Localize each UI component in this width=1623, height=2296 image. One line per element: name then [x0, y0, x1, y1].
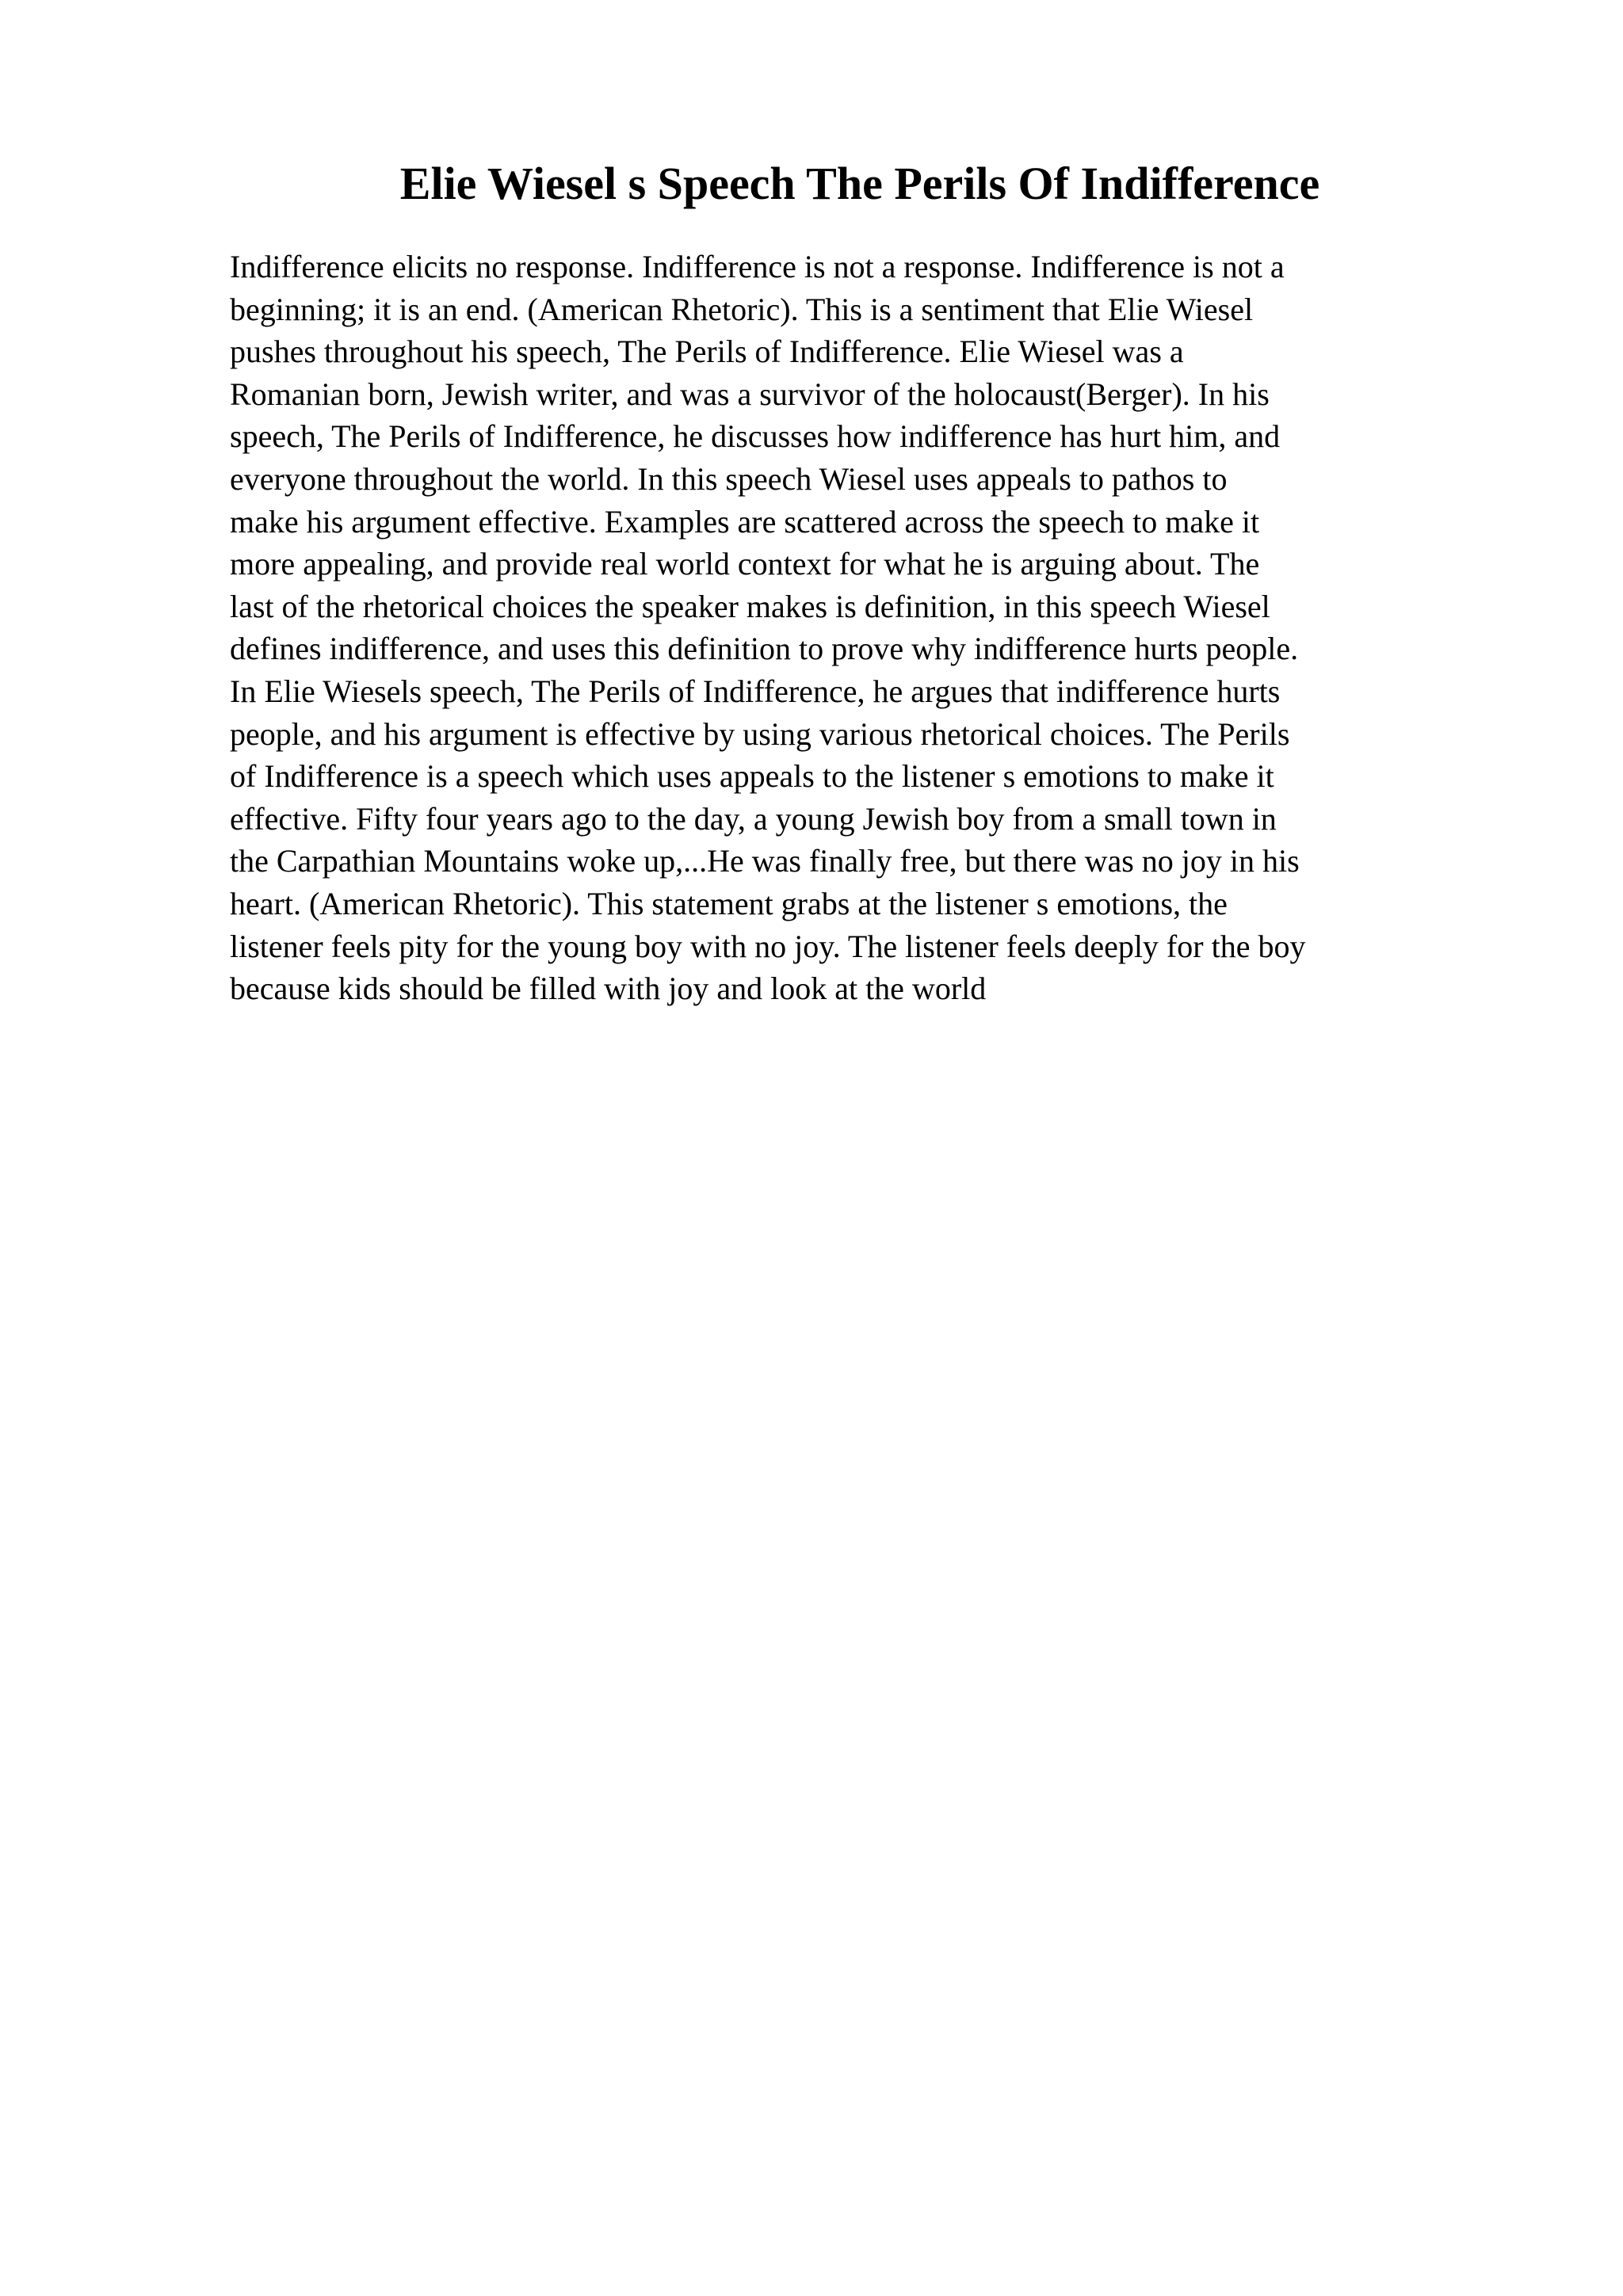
body-line: make his argument effective. Examples are scattered across the speech to make it — [230, 503, 1260, 540]
body-line: the Carpathian Mountains woke up,...He was finally free, but there was no joy in his — [230, 843, 1300, 879]
body-line: pushes throughout his speech, The Perils of Indifference. Elie Wiesel was a — [230, 334, 1184, 370]
body-line: heart. (American Rhetoric). This statement grabs at the listener s emotions, the — [230, 885, 1228, 921]
body-line: because kids should be filled with joy and look at the world — [230, 971, 987, 1007]
body-line: speech, The Perils of Indifference, he discusses how indifference has hurt him, and — [230, 418, 1281, 455]
body-line: listener feels pity for the young boy with no joy. The listener feels deeply for the boy — [230, 928, 1306, 964]
document-title: Elie Wiesel s Speech The Perils Of Indifference — [399, 158, 1320, 209]
body-line: In Elie Wiesels speech, The Perils of Indifference, he argues that indifference hurts — [230, 673, 1281, 709]
body-line: beginning; it is an end. (American Rhetoric). This is a sentiment that Elie Wiesel — [230, 291, 1254, 327]
body-line: Indifference elicits no response. Indifference is not a response. Indifference is not a — [230, 249, 1285, 284]
document-body — [230, 246, 1490, 1010]
body-line: effective. Fifty four years ago to the day, a young Jewish boy from a small town in — [230, 800, 1277, 837]
body-line: everyone throughout the world. In this speech Wiesel uses appeals to pathos to — [230, 460, 1228, 497]
body-line: of Indifference is a speech which uses appeals to the listener s emotions to make it — [230, 758, 1274, 795]
body-line: people, and his argument is effective by using various rhetorical choices. The Perils — [230, 715, 1290, 752]
body-line: last of the rhetorical choices the speaker makes is definition, in this speech Wiesel — [230, 588, 1270, 624]
body-line: Romanian born, Jewish writer, and was a survivor of the holocaust(Berger). In his — [230, 376, 1270, 412]
body-line: defines indifference, and uses this definition to prove why indifference hurts people. — [230, 631, 1299, 667]
body-line: more appealing, and provide real world context for what he is arguing about. The — [230, 546, 1260, 582]
